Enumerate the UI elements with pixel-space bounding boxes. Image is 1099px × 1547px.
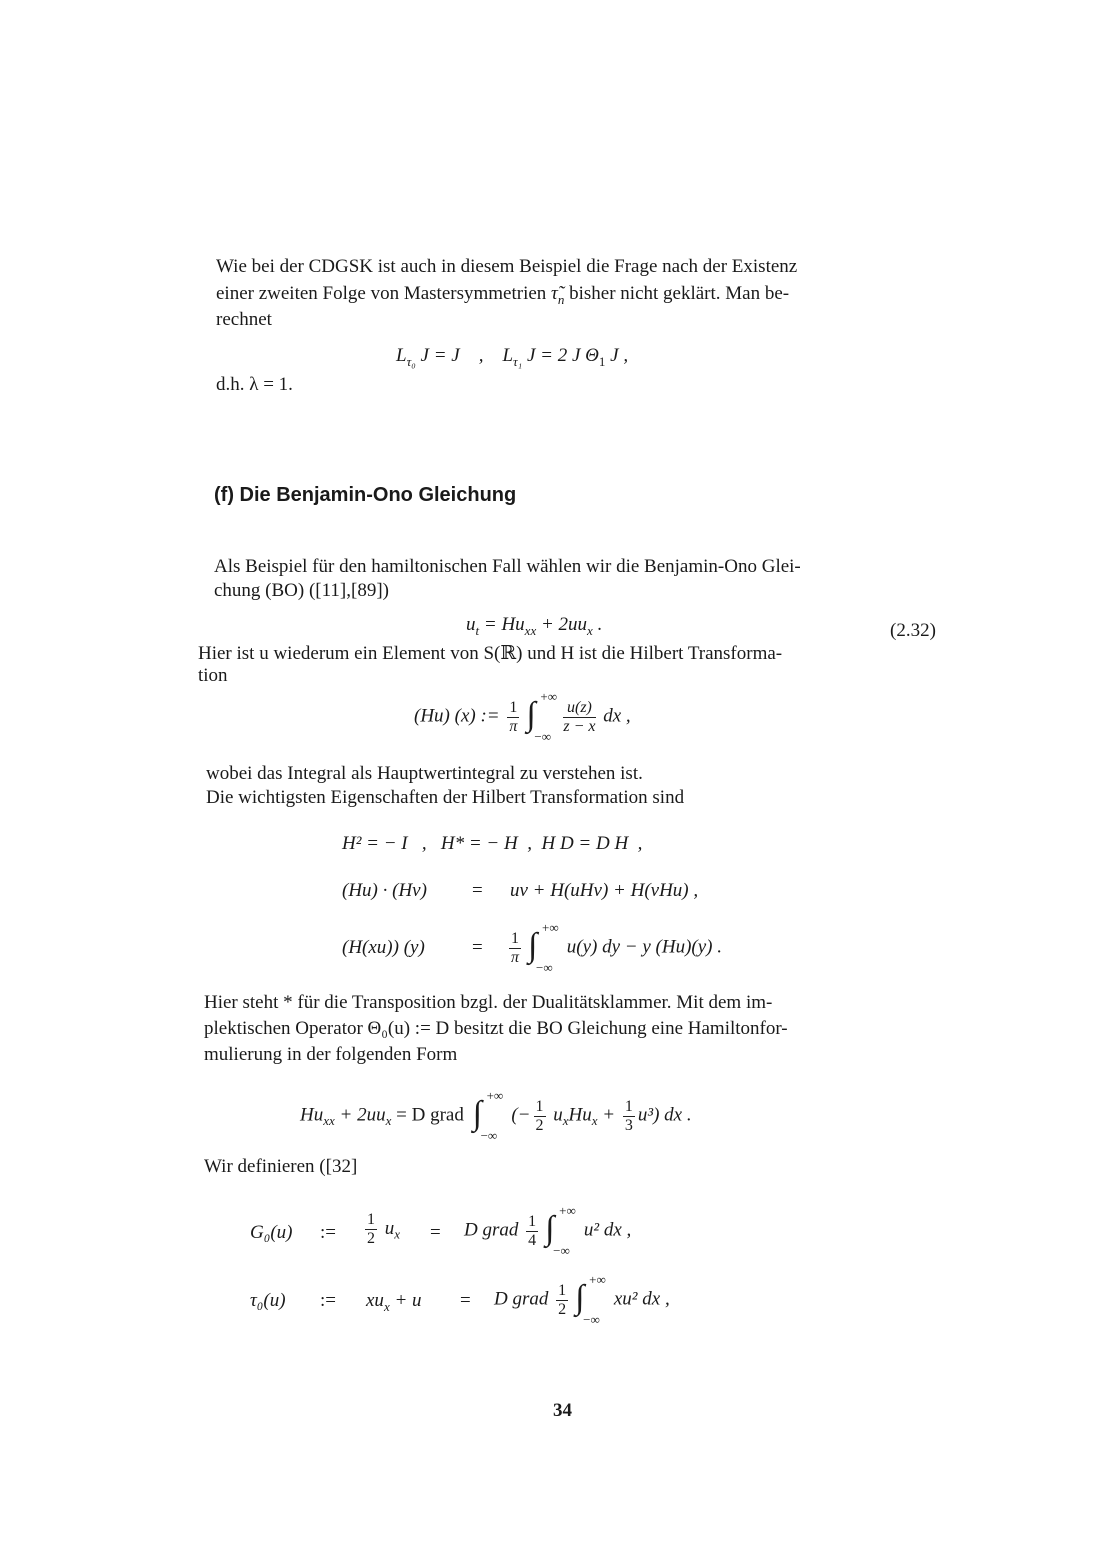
page-number: 34 [553, 1400, 572, 1421]
eq-props-row3-lhs: (H(xu)) (y) [342, 937, 425, 958]
eq-bo [466, 614, 602, 639]
def-t-xu: xu [366, 1290, 384, 1311]
eq-hilbert-frac-den: π [509, 717, 518, 735]
p1-line3: rechnet [216, 309, 272, 330]
integral-sign [524, 689, 558, 744]
eq-hilbert-frac2 [563, 699, 595, 736]
p1-line2-a: einer zweiten Folge von Mastersymmetrien [216, 283, 552, 304]
eq-ham-f1 [534, 1098, 546, 1135]
def-g-frac [365, 1211, 377, 1248]
eq-lie-p1: L [396, 345, 407, 366]
eq-lie-s3: 1 [598, 353, 606, 369]
eq-ham-p3-sub: x [591, 1113, 598, 1129]
dh-line: d.h. λ = 1. [216, 374, 293, 395]
p5-line3: mulierung in der folgenden Form [204, 1044, 458, 1065]
def-t-plus-u: + u [389, 1290, 422, 1311]
def-g-u-sub: x [394, 1226, 401, 1242]
eq-ham-lhs-sub: xx [323, 1113, 335, 1129]
integral-upper: +∞ [589, 1272, 606, 1287]
def-t-def: := [320, 1290, 336, 1311]
def-g-lhs: G₀(u) [250, 1222, 293, 1243]
eq-bo-r1: = Hu [479, 614, 525, 635]
p5-line1: Hier steht * für die Transposition bzgl. der Dualitätsklammer. Mit dem im- [204, 992, 773, 1013]
eq-props-row2-lhs: (Hu) · (Hv) [342, 880, 427, 901]
integral-sign [573, 1272, 607, 1327]
def-g-grad: D grad [464, 1219, 524, 1241]
p1-line1: Wie bei der CDGSK ist auch in diesem Beispiel die Frage nach der Existenz [216, 256, 798, 277]
eq-hilbert-frac2-den: z − x [563, 717, 596, 735]
eq-hilbert-frac2-num: u(z) [563, 699, 595, 718]
eq-ham [300, 1088, 692, 1143]
eq-hilbert-frac-num: 1 [509, 698, 518, 716]
eq-props-row3-frac-den: π [510, 948, 519, 966]
eq-ham-f2 [623, 1098, 635, 1135]
eq-ham-p5: u³) dx . [637, 1104, 692, 1126]
eq-lie-s2: τ₁ [513, 353, 523, 369]
section-heading: (f) Die Benjamin-Ono Gleichung [214, 484, 517, 506]
integral-glyph: ∫ [575, 1279, 585, 1316]
eq-ham-mid: + 2uu [334, 1104, 386, 1126]
eq-ham-eq: = D grad [391, 1104, 469, 1126]
eq-ham-p4: + [597, 1104, 620, 1126]
def-g-mid [362, 1211, 400, 1248]
eq-props-row3-tail: u(y) dy − y (Hu)(y) . [562, 936, 722, 958]
def-t-grad: D grad [494, 1288, 554, 1310]
eq-bo-r3: . [592, 614, 603, 635]
p4-line2: Die wichtigsten Eigenschaften der Hilbert Transformation sind [206, 787, 685, 808]
eq-lie [396, 345, 628, 370]
integral-lower: −∞ [536, 960, 553, 975]
def-t-rhs [494, 1272, 670, 1327]
integral-lower: −∞ [553, 1243, 570, 1258]
eq-props-row2-rhs: uv + H(uHv) + H(vHu) , [510, 880, 699, 901]
eq-hilbert-frac [507, 699, 519, 736]
eq-props-row1: H² = − I , H* = − H , H D = D H , [342, 833, 643, 854]
integral-glyph: ∫ [472, 1095, 482, 1132]
eq-number: (2.32) [890, 620, 936, 641]
integral-lower: −∞ [534, 729, 551, 744]
integral-upper: +∞ [542, 920, 559, 935]
eq-bo-r1-sub: xx [524, 622, 537, 638]
def-g-u: u [380, 1217, 395, 1239]
eq-props-row3-frac [509, 930, 521, 967]
eq-ham-f2-den: 3 [624, 1116, 633, 1134]
p1-line2-tau: τ̃ [551, 283, 558, 304]
eq-ham-f2-num: 1 [624, 1097, 633, 1115]
def-g-def: := [320, 1222, 336, 1243]
p5-line2: plektischen Operator Θ₀(u) := D besitzt die BO Gleichung eine Hamiltonfor- [204, 1018, 788, 1039]
def-t-eq: = [460, 1290, 471, 1311]
integral-sign [471, 1088, 505, 1143]
integral-glyph: ∫ [545, 1210, 555, 1247]
def-t-frac-den: 2 [558, 1300, 567, 1318]
def-g-f2-num: 1 [528, 1212, 537, 1230]
def-t-frac-num: 1 [558, 1281, 567, 1299]
p3-line1: Hier ist u wiederum ein Element von S(ℝ) und H ist die Hilbert Transforma- [198, 643, 783, 664]
wir-definieren: Wir definieren ([32] [204, 1156, 358, 1177]
def-g-f2-den: 4 [528, 1231, 537, 1249]
def-t-mid [366, 1290, 422, 1315]
p2-line2: chung (BO) ([11],[89]) [214, 580, 389, 601]
p1-line2-b: bisher nicht geklärt. Man be- [564, 283, 790, 304]
eq-bo-r2: + 2uu [536, 614, 588, 635]
eq-props-row3-eq: = [472, 937, 483, 958]
eq-ham-f1-num: 1 [535, 1097, 544, 1115]
def-t-lhs: τ₀(u) [250, 1290, 286, 1311]
eq-hilbert-lhs: (Hu) (x) := [414, 705, 505, 727]
eq-bo-lhs: u [466, 614, 476, 635]
eq-ham-p2: u [548, 1104, 563, 1126]
p4-line1: wobei das Integral als Hauptwertintegral zu verstehen ist. [206, 763, 643, 784]
p1-line2 [216, 283, 789, 311]
integral-glyph: ∫ [528, 927, 538, 964]
p2-line1: Als Beispiel für den hamiltonischen Fall wählen wir die Benjamin-Ono Glei- [214, 556, 801, 577]
integral-lower: −∞ [480, 1128, 498, 1143]
p1-line2-sub: n [557, 291, 565, 307]
eq-props-row2-eq: = [472, 880, 483, 901]
integral-upper: +∞ [559, 1203, 576, 1218]
def-t-xu-sub: x [383, 1298, 390, 1314]
def-g-rhs [464, 1203, 632, 1258]
def-t-tail: xu² dx , [609, 1288, 670, 1310]
def-t-frac [556, 1282, 568, 1319]
eq-ham-f1-den: 2 [535, 1116, 544, 1134]
eq-hilbert [414, 689, 631, 744]
eq-lie-p3: J = 2 J Θ [522, 345, 599, 366]
eq-lie-p2: J = J , L [415, 345, 514, 366]
eq-lie-p4: J , [605, 345, 629, 366]
integral-upper: +∞ [540, 689, 557, 704]
eq-ham-p3: Hu [568, 1104, 592, 1126]
eq-ham-p1: (− [506, 1104, 531, 1126]
integral-glyph: ∫ [526, 696, 536, 733]
p3-line2: tion [198, 665, 228, 686]
integral-sign [526, 920, 560, 975]
eq-hilbert-tail: dx , [598, 705, 631, 727]
integral-lower: −∞ [583, 1312, 600, 1327]
def-g-frac-num: 1 [367, 1211, 375, 1228]
def-g-f2 [526, 1213, 538, 1250]
eq-bo-r2-sub: x [587, 622, 593, 638]
def-g-tail: u² dx , [579, 1219, 632, 1241]
eq-ham-mid-sub: x [385, 1113, 392, 1129]
eq-props-row3-frac-num: 1 [511, 929, 519, 947]
eq-bo-lhs-sub: t [475, 622, 480, 638]
eq-lie-s1: τ₀ [406, 353, 416, 369]
eq-props-row3-rhs [506, 920, 722, 975]
integral-upper: +∞ [486, 1088, 504, 1103]
eq-ham-p2-sub: x [562, 1113, 569, 1129]
integral-sign [543, 1203, 577, 1258]
def-g-eq: = [430, 1222, 441, 1243]
eq-ham-lhs: Hu [300, 1104, 324, 1126]
def-g-frac-den: 2 [367, 1230, 375, 1247]
